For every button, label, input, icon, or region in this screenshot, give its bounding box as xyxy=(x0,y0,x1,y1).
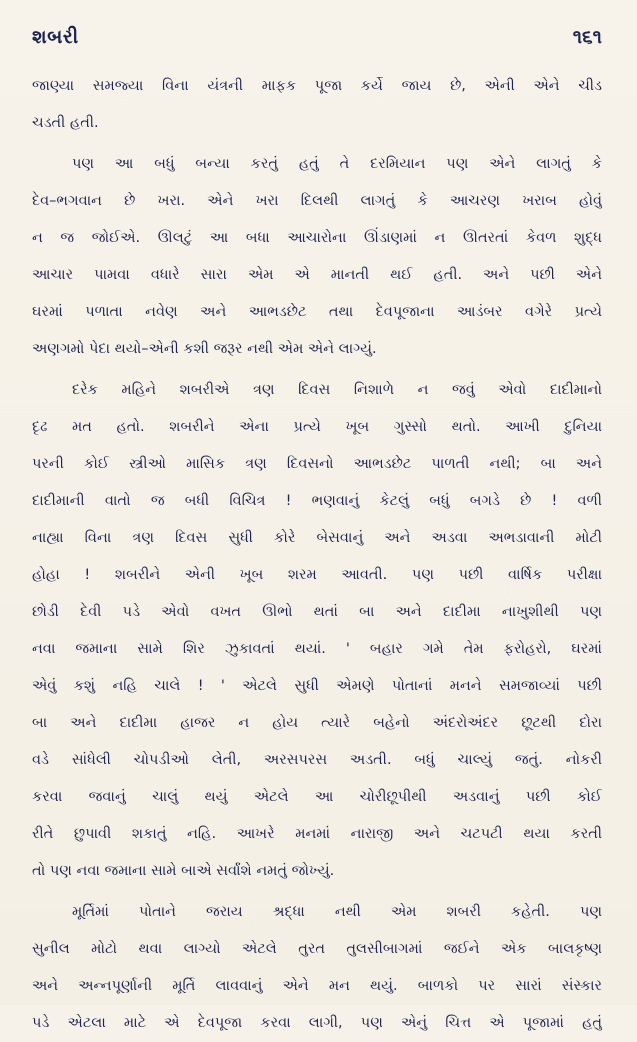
text-line: અણગમો પેદા થયો–એની કશી જરૂર નથી એમ એને લાગ્યું. xyxy=(32,341,377,357)
text-line: આચાર પામવા વધારે સારા એમ એ માનતી થઈ હતી. અને પછી એને xyxy=(32,267,602,283)
text-line: દાદીમાની વાતો જ બધી વિચિત્ર ! ભણવાનું કેટલું બધું બગડે છે ! વળી xyxy=(32,493,602,509)
text-line: વડે સાંધેલી ચોપડીઓ લેતી, અરસપરસ અડતી. બધું ચાલ્યું જતું. નોકરી xyxy=(32,752,602,768)
running-head: શબરી xyxy=(32,26,79,48)
paragraph xyxy=(32,372,602,890)
paragraph xyxy=(32,894,602,1042)
text-line: દેવ–ભગવાન છે ખરા. એને ખરા દિલથી લાગતું કે આચરણ ખરાબ હોવું xyxy=(32,193,602,209)
text-line: ઘરમાં પળાતા નવેણ અને આભડછેટ તથા દેવપૂજાના આડંબર વગેરે પ્રત્યે xyxy=(32,304,602,320)
paragraph xyxy=(32,68,602,142)
page-header xyxy=(32,26,602,60)
text-line: મૂર્તિમાં પોતાને જરાય શ્રદ્ધા નથી એમ શબરી કહેતી. પણ xyxy=(72,904,602,920)
text-line: અને અન્નપૂર્ણાની મૂર્તિ લાવવાનું એને મન થયું. બાળકો પર સારાં સંસ્કાર xyxy=(32,978,602,994)
text-line: પડે એટલા માટે એ દેવપૂજા કરવા લાગી, પણ એનું ચિત્ત એ પૂજામાં હતું xyxy=(32,1015,602,1031)
text-line: નવા જમાના સામે શિર ઝુકાવતાં થયાં. ' બહાર ગમે તેમ ફરોહરો, ઘરમાં xyxy=(32,641,602,657)
text-line: રીતે છુપાવી શકાતું નહિ. આખરે મનમાં નારાજી અને ચટપટી થયા કરતી xyxy=(32,826,602,842)
text-line: કરવા જવાનું ચાલું થયું એટલે આ ચોરીછૂપીથી અડવાનું પછી કોઈ xyxy=(32,789,602,805)
text-line: બા અને દાદીમા હાજર ન હોય ત્યારે બહેનો અંદરોઅંદર છૂટથી દોરા xyxy=(32,715,602,731)
text-line: છોડી દેવી પડે એવો વખત ઊભો થતાં બા અને દાદીમા નાખુશીથી પણ xyxy=(32,604,602,620)
text-line: દરેક મહિને શબરીએ ત્રણ દિવસ નિશાળે ન જવું એવો દાદીમાનો xyxy=(72,382,602,398)
text-line: તો પણ નવા જમાના સામે બાએ સર્વાંશે નમતું જોખ્યું. xyxy=(32,863,335,879)
text-line: જાણ્યા સમજ્યા વિના યંત્રની માફક પૂજા કર્યે જાય છે, એની એને ચીડ xyxy=(32,78,602,94)
paragraph xyxy=(32,146,602,368)
text-line: સુનીલ મોટો થવા લાગ્યો એટલે તુરત તુલસીબાગમાં જઈને એક બાલકૃષ્ણ xyxy=(32,941,602,957)
text-line: ચડતી હતી. xyxy=(32,115,99,131)
page-number: ૧૬૧ xyxy=(572,26,602,48)
text-line: નાહ્યા વિના ત્રણ દિવસ સુધી કોરે બેસવાનું અને અડવા અભડાવાની મોટી xyxy=(32,530,602,546)
text-line: પણ આ બધું બન્યા કરતું હતું તે દરમિયાન પણ એને લાગતું કે xyxy=(72,156,602,172)
text-line: દૃઢ મત હતો. શબરીને એના પ્રત્યે ખૂબ ગુસ્સો થતો. આખી દુનિયા xyxy=(32,419,602,435)
body-text xyxy=(32,68,602,1042)
text-line: પરની કોઈ સ્ત્રીઓ માસિક ત્રણ દિવસનો આભડછેટ પાળતી નથી; બા અને xyxy=(32,456,602,472)
text-line: હોહા ! શબરીને એની ખૂબ શરમ આવતી. પણ પછી વાર્ષિક પરીક્ષા xyxy=(32,567,602,583)
text-line: એવું કશું નહિ ચાલે ! ' એટલે સુધી એમણે પોતાનાં મનને સમજાવ્યાં પછી xyxy=(32,678,602,694)
text-line: ન જ જોઈએ. ઊલટું આ બધા આચારોના ઊંડાણમાં ન ઊતરતાં કેવળ શુદ્ધ xyxy=(32,230,602,246)
